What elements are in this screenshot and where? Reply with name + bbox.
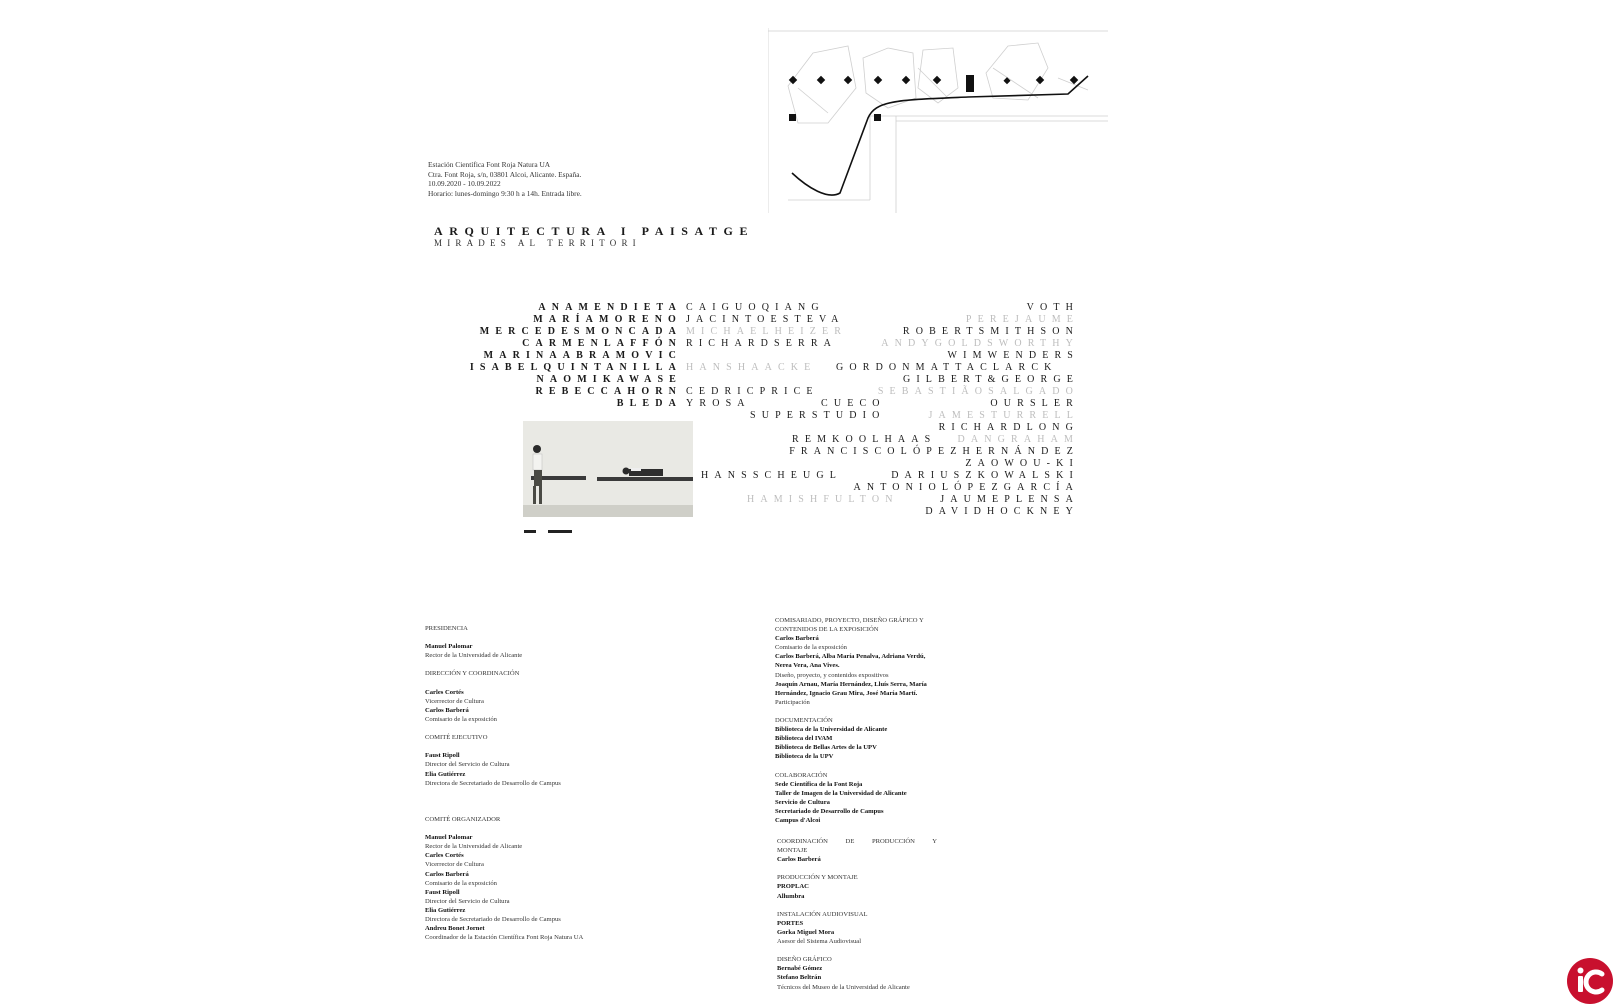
credit-name: PORTES: [777, 919, 804, 927]
spacer: [425, 660, 655, 669]
artist-name: JAUMEPLENSA: [940, 494, 1079, 505]
artist-name: YROSA: [686, 398, 751, 409]
credit-role: Comisario de la exposición: [425, 715, 497, 723]
artist-name: CARMENLAFFÓN: [522, 338, 682, 349]
credit-heading: PRODUCCIÓN Y MONTAJE: [777, 874, 858, 882]
venue-address: Ctra. Font Roja, s/n, 03801 Alcoi, Alicante. España.: [428, 169, 582, 179]
artist-name: HANSHAACKE: [686, 362, 817, 373]
artist-name: NAOMIKAWASE: [536, 374, 682, 385]
credit-name: Campus d'Alcoi: [775, 817, 821, 825]
credit-role: Directora de Secretariado de Desarrollo de Campus: [425, 779, 561, 787]
credit-name: Carlos Barberá: [425, 870, 469, 878]
credit-name: PROPLAC: [777, 883, 809, 891]
credit-role: Vicerrector de Cultura: [425, 861, 484, 869]
artist-name: MARÍAMORENO: [533, 314, 682, 325]
credit-name: Manuel Palomar: [425, 834, 473, 842]
artist-name: RICHARDLONG: [938, 422, 1079, 433]
credit-name: Joaquín Arnau, María Hernández, Lluís Serra, María: [775, 680, 927, 688]
artist-name: JAMESTURRELL: [928, 410, 1079, 421]
credit-role: Participación: [775, 698, 810, 706]
artist-name: ANTONIOLÓPEZGARCÍA: [853, 482, 1079, 493]
credits-right-top: [775, 616, 950, 825]
artist-name: FRANCISCOLÓPEZHERNÁNDEZ: [789, 446, 1079, 457]
credit-heading: DOCUMENTACIÓN: [775, 717, 833, 725]
artist-name: REBECCAHORN: [535, 386, 682, 397]
artist-name: MARINAABRAMOVIC: [483, 350, 682, 361]
credit-name: Carlos Barberá: [777, 856, 821, 864]
credit-name: Carles Cortés: [425, 852, 464, 860]
credit-name: Biblioteca de Bellas Artes de la UPV: [775, 744, 877, 752]
credit-name: Andreu Bonet Jornet: [425, 925, 485, 933]
artist-name: GILBERT&GEORGE: [902, 374, 1079, 385]
credits-right-bottom: [777, 837, 937, 992]
credit-name: Nerea Vera, Ana Vives.: [775, 662, 840, 670]
artist-name: DARIUSZKOWALSKI: [891, 470, 1079, 481]
venue-hours: Horario: lunes-domingo 9:30 h a 14h. Entrada libre.: [428, 188, 582, 198]
artist-name: SUPERSTUDIO: [750, 410, 886, 421]
artist-name: DAVIDHOCKNEY: [925, 506, 1079, 517]
credit-name: Gorka Miguel Mora: [777, 928, 835, 936]
credit-role: Rector de la Universidad de Alicante: [425, 652, 523, 660]
spacer: [777, 864, 937, 873]
credit-name: Carlos Barberá, Alba María Penalva, Adriana Verdú,: [775, 653, 926, 661]
credit-role: Directora de Secretariado de Desarrollo de Campus: [425, 916, 561, 923]
artist-name: ANAMENDIETA: [538, 302, 682, 313]
credit-name: Servicio de Cultura: [775, 798, 830, 806]
spacer: [425, 824, 655, 833]
artist-name: MERCEDESMONCADA: [479, 326, 682, 337]
credit-role: Rector de la Universidad de Alicante: [425, 843, 523, 851]
credit-name: Faust Ripoll: [425, 888, 460, 896]
credit-role: Comisario de la exposición: [775, 644, 847, 652]
exhibition-photo: [523, 421, 693, 517]
artist-name: HANSSCHEUGL: [701, 470, 842, 481]
credit-heading: INSTALACIÓN AUDIOVISUAL: [777, 910, 868, 918]
exhibition-title: ARQUITECTURA I PAISATGE: [434, 224, 755, 238]
artist-name: WIMWENDERS: [947, 350, 1079, 361]
spacer: [425, 797, 655, 806]
credit-name: Faust Ripoll: [425, 752, 460, 760]
credit-name: Bernabé Gómez: [777, 965, 823, 973]
credit-name: Elia Gutiérrez: [425, 770, 466, 778]
venue-dates: 10.09.2020 - 10.09.2022: [428, 179, 501, 189]
credit-name: Biblioteca de la Universidad de Alicante: [775, 726, 888, 734]
credit-role: Vicerrector de Cultura: [425, 697, 484, 705]
credit-name: Elia Gutiérrez: [425, 906, 466, 914]
credit-name: Allumbra: [777, 892, 805, 900]
artist-name: ISABELQUINTANILLA: [469, 362, 682, 373]
credit-heading: COMISARIADO, PROYECTO, DISEÑO GRÁFICO Y: [775, 617, 924, 624]
artist-name: GORDONMATTACLARCK: [836, 362, 1058, 373]
site-plan-drawing: [768, 28, 1108, 213]
spacer: [775, 762, 950, 771]
artist-name: VOTH: [1026, 302, 1079, 313]
credit-name: Hernández, Ignacio Grau Mira, José María Martí.: [775, 689, 918, 697]
credit-role: Director del Servicio de Cultura: [425, 897, 510, 905]
credit-heading: COORDINACIÓN DE PRODUCCIÓN Y: [777, 838, 937, 845]
artist-name: ZAOWOU-KI: [965, 458, 1079, 469]
artist-name: DANGRAHAM: [957, 434, 1079, 445]
artist-name: MICHAELHEIZER: [686, 326, 848, 337]
credit-name: Secretariado de Desarrollo de Campus: [775, 807, 884, 815]
credit-role: Técnicos del Museo de la Universidad de Alicante: [777, 983, 910, 991]
spacer: [425, 806, 655, 815]
artist-name: HAMISHFULTON: [747, 494, 899, 505]
spacer: [425, 724, 655, 733]
spacer: [777, 946, 937, 955]
artist-name: BLEDA: [616, 398, 682, 409]
exhibition-subtitle: MIRADES AL TERRITORI: [434, 238, 641, 248]
ic-logo-icon[interactable]: [1566, 957, 1614, 1005]
artist-name: RICHARDSERRA: [686, 338, 838, 349]
artist-name: ROBERTSMITHSON: [902, 326, 1079, 337]
venue-name: Estación Científica Font Roja Natura UA: [428, 160, 551, 169]
artist-name: PEREJAUME: [965, 314, 1079, 325]
pager-dot[interactable]: [524, 530, 536, 533]
credit-heading: DIRECCIÓN Y COORDINACIÓN: [425, 670, 520, 678]
artist-name: OURSLER: [990, 398, 1079, 409]
pager-dot-active[interactable]: [548, 530, 572, 533]
spacer: [425, 679, 655, 688]
credit-role: Diseño, proyecto, y contenidos expositivos: [775, 671, 889, 679]
credit-name: Taller de Imagen de la Universidad de Alicante: [775, 789, 907, 797]
credits-left: [425, 624, 655, 942]
artist-name: CAIGUOQIANG: [686, 302, 825, 313]
credit-name: Biblioteca de la UPV: [775, 753, 834, 761]
spacer: [425, 788, 655, 797]
credit-name: Carlos Barberá: [425, 706, 469, 714]
artist-name: JACINTOESTEVA: [686, 314, 845, 325]
credit-heading: COLABORACIÓN: [775, 771, 828, 779]
artist-name: ANDYGOLDSWORTHY: [881, 338, 1079, 349]
credit-role: Comisario de la exposición: [425, 879, 497, 887]
credit-heading: DISEÑO GRÁFICO: [777, 956, 832, 964]
credit-name: Carlos Barberá: [775, 635, 819, 643]
artist-name: REMKOOLHAAS: [792, 434, 937, 445]
artist-name: SEBASTIÃOSALGADO: [877, 386, 1079, 397]
spacer: [425, 742, 655, 751]
credit-heading: COMITÉ EJECUTIVO: [425, 734, 488, 742]
venue-info: [428, 160, 582, 198]
credit-heading: MONTAJE: [777, 847, 808, 855]
credit-role: Coordinador de la Estación Científica Font Roja Natura UA: [425, 934, 584, 942]
spacer: [425, 633, 655, 642]
credit-name: Sede Científica de la Font Roja: [775, 780, 863, 788]
credit-name: Biblioteca del IVAM: [775, 735, 833, 743]
credit-role: Director del Servicio de Cultura: [425, 761, 510, 769]
credit-heading: PRESIDENCIA: [425, 625, 468, 632]
credit-heading: CONTENIDOS DE LA EXPOSICIÓN: [775, 626, 879, 634]
artist-name: CUECO: [821, 398, 886, 409]
credit-name: Manuel Palomar: [425, 643, 473, 651]
credit-name: Stefano Beltrán: [777, 974, 822, 982]
credit-heading: COMITÉ ORGANIZADOR: [425, 815, 501, 823]
spacer: [777, 901, 937, 910]
credit-role: Asesor del Sistema Audiovisual: [777, 938, 862, 946]
artist-name: CEDRICPRICE: [686, 386, 819, 397]
spacer: [775, 707, 950, 716]
credit-name: Carles Cortés: [425, 688, 464, 696]
